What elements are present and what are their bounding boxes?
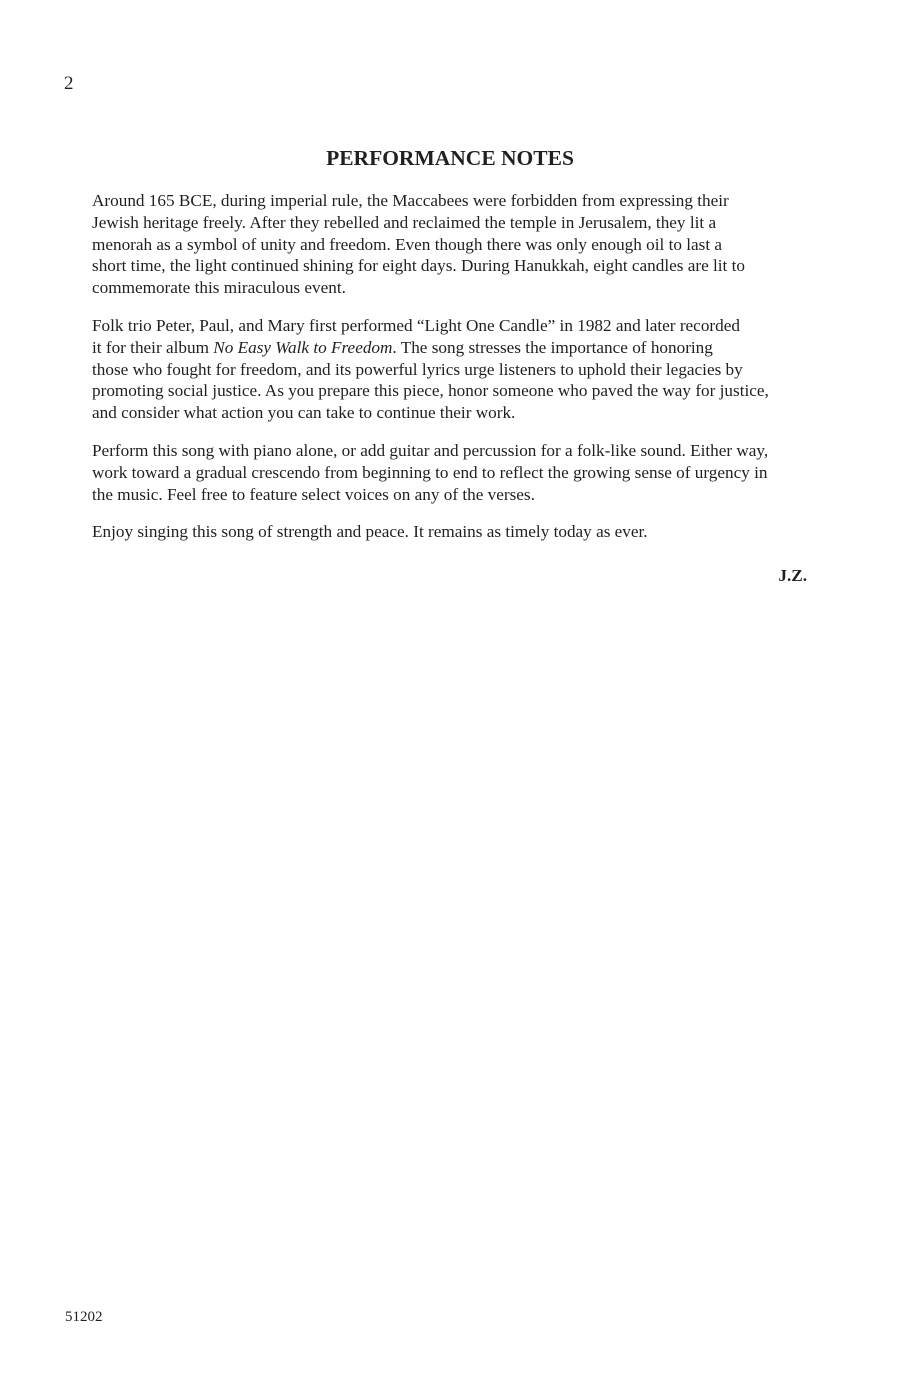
performance-notes-title: PERFORMANCE NOTES	[326, 146, 574, 170]
catalog-number: 51202	[65, 1309, 103, 1325]
text-fragment: . The song stresses the importance of honoring	[392, 337, 713, 357]
album-title: No Easy Walk to Freedom	[213, 337, 393, 357]
text-line: promoting social justice. As you prepare this piece, honor someone who paved the way for justice,	[92, 381, 769, 401]
text-line: Enjoy singing this song of strength and peace. It remains as timely today as ever.	[92, 522, 648, 542]
text-line: Folk trio Peter, Paul, and Mary first performed “Light One Candle” in 1982 and later recorded	[92, 315, 740, 335]
text-line: Around 165 BCE, during imperial rule, the Maccabees were forbidden from expressing their	[92, 191, 729, 210]
text-line: menorah as a symbol of unity and freedom. Even though there was only enough oil to last a	[92, 234, 723, 254]
paragraph-closing	[92, 521, 810, 543]
text-line: Jewish heritage freely. After they rebelled and reclaimed the temple in Jerusalem, they lit a	[92, 212, 717, 232]
text-line: the music. Feel free to feature select voices on any of the verses.	[92, 484, 535, 504]
text-line: Perform this song with piano alone, or add guitar and percussion for a folk-like sound. Either way,	[92, 440, 769, 460]
text-line: those who fought for freedom, and its powerful lyrics urge listeners to uphold their legacies by	[92, 359, 743, 379]
text-line: short time, the light continued shining for eight days. During Hanukkah, eight candles are lit to	[92, 256, 745, 276]
text-line: commemorate this miraculous event.	[92, 278, 346, 298]
author-signature: J.Z.	[778, 566, 807, 585]
text-line: work toward a gradual crescendo from beginning to end to reflect the growing sense of urgency in	[92, 462, 768, 482]
paragraph-song-background	[92, 315, 810, 424]
text-line: and consider what action you can take to continue their work.	[92, 403, 516, 423]
performance-notes-body	[92, 190, 810, 559]
paragraph-performance-advice	[92, 440, 810, 505]
page-number: 2	[64, 73, 74, 94]
text-line	[92, 337, 810, 359]
paragraph-history	[92, 190, 810, 299]
text-fragment: it for their album	[92, 337, 214, 357]
